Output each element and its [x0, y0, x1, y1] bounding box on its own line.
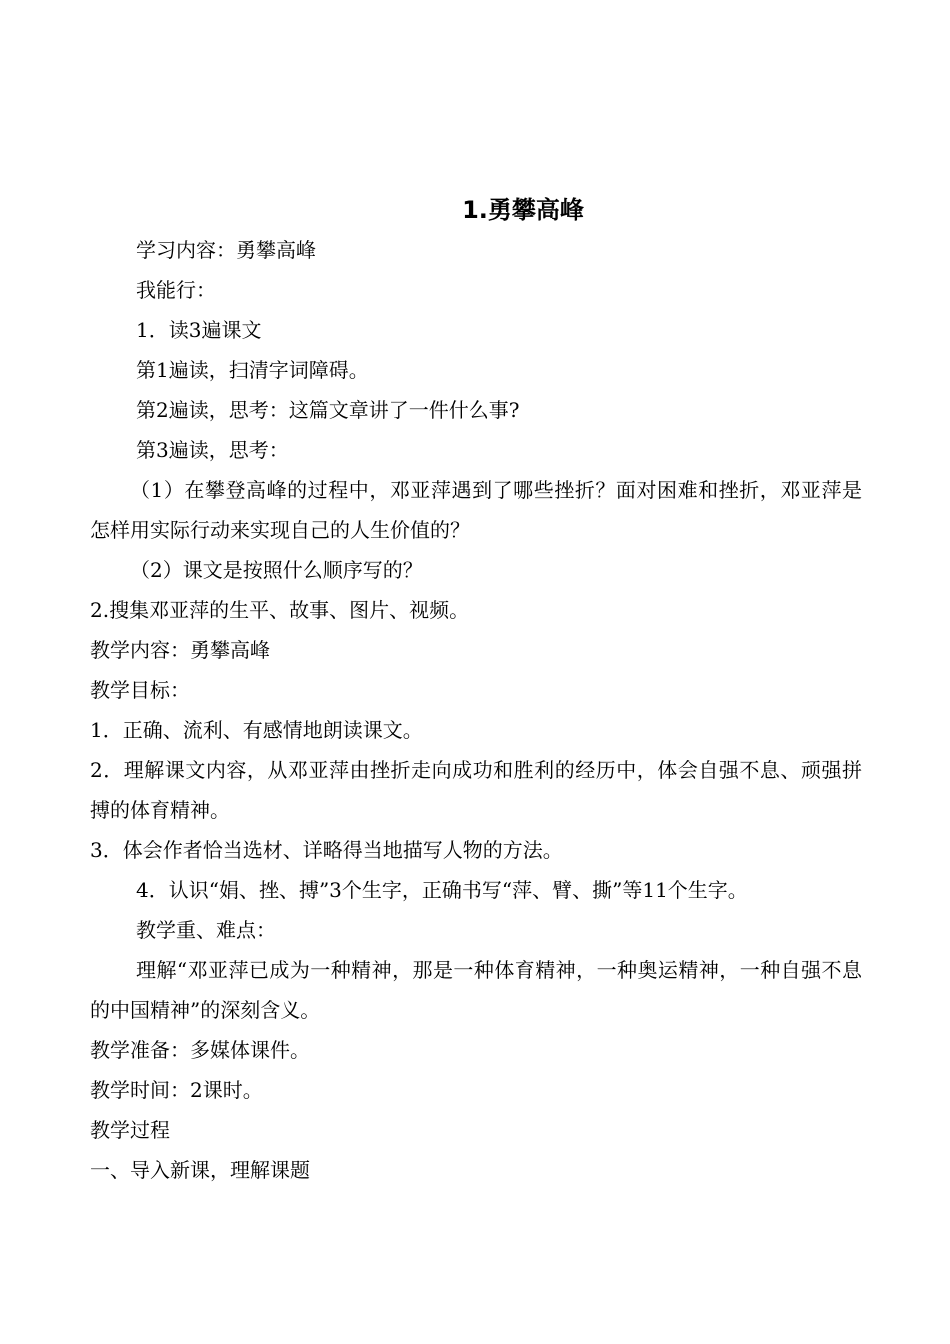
- paragraph-goal-two: 2．理解课文内容，从邓亚萍由挫折走向成功和胜利的经历中，体会自强不息、顽强拼搏的体育精神。: [90, 758, 862, 822]
- paragraph-first-reading: 第1遍读，扫清字词障碍。: [136, 358, 369, 382]
- paragraph-third-reading: 第3遍读，思考：: [136, 438, 289, 462]
- paragraph-understand-spirit: 理解“邓亚萍已成为一种精神，那是一种体育精神，一种奥运精神，一种自强不息的中国精神”的深刻含义。: [90, 958, 862, 1022]
- document-body: [90, 230, 862, 1190]
- paragraph-teaching-preparation: 教学准备：多媒体课件。: [90, 1038, 310, 1062]
- paragraph-goal-one: 1．正确、流利、有感情地朗读课文。: [90, 718, 423, 742]
- paragraph-teaching-time: 教学时间：2课时。: [90, 1078, 263, 1102]
- paragraph-goal-three: 3．体会作者恰当选材、详略得当地描写人物的方法。: [90, 838, 563, 862]
- document-title: 1.勇攀高峰: [462, 196, 584, 224]
- paragraph-teaching-content: 教学内容：勇攀高峰: [90, 638, 270, 662]
- paragraph-teaching-goals: 教学目标：: [90, 678, 190, 702]
- paragraph-key-difficult-points: 教学重、难点：: [136, 918, 276, 942]
- paragraph-study-content: 学习内容：勇攀高峰: [136, 238, 316, 262]
- paragraph-goal-four: 4．认识“娟、挫、搏”3个生字，正确书写“萍、臂、撕”等11个生字。: [136, 878, 748, 902]
- paragraph-i-can: 我能行：: [136, 278, 216, 302]
- paragraph-section-one: 一、导入新课，理解课题: [90, 1158, 310, 1182]
- paragraph-read-three-times: 1．读3遍课文: [136, 318, 262, 342]
- paragraph-question-one: （1）在攀登高峰的过程中，邓亚萍遇到了哪些挫折？面对困难和挫折，邓亚萍是怎样用实际行动来实现自己的人生价值的？: [90, 478, 862, 542]
- paragraph-teaching-process: 教学过程: [90, 1118, 170, 1142]
- paragraph-second-reading: 第2遍读，思考：这篇文章讲了一件什么事?: [136, 398, 520, 422]
- paragraph-collect-materials: 2.搜集邓亚萍的生平、故事、图片、视频。: [90, 598, 470, 622]
- paragraph-question-two: （2）课文是按照什么顺序写的？: [130, 558, 423, 582]
